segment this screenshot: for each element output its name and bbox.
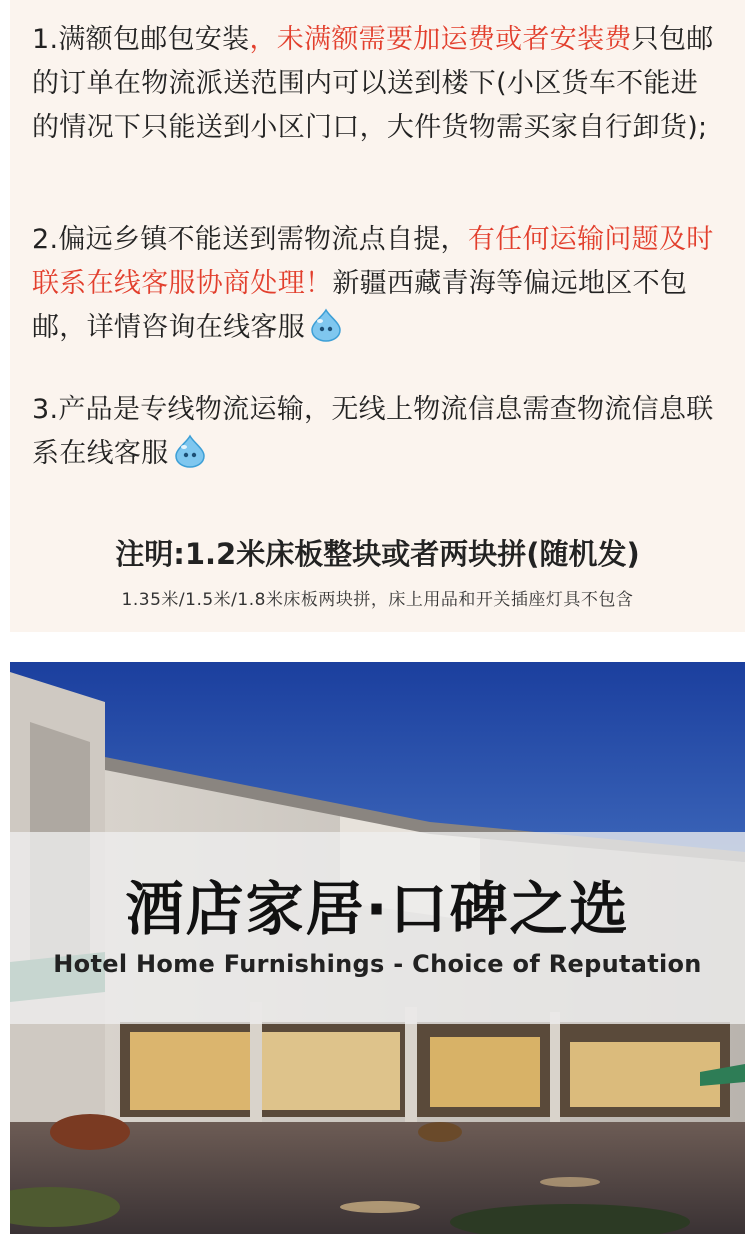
note-title: 注明:1.2米床板整块或者两块拼(随机发) [115, 537, 640, 571]
rule-1-warning: ，未满额需要加运费或者安装费 [249, 24, 632, 55]
rule-2-lead: 2.偏远乡镇不能送到需物流点自提， [32, 224, 468, 255]
rule-2-warning: 有任何运输问题及时联系在线客服协商处理！ [32, 224, 714, 299]
rule-2-detail: 新疆西藏青海等偏远地区不包邮，详情咨询在线客服 [32, 268, 688, 343]
shipping-rule-3 [32, 388, 722, 476]
banner-title-cn: 酒店家居·口碑之选 [125, 875, 630, 943]
shipping-rule-2 [32, 218, 722, 350]
rule-1-lead: 1.满额包邮包安装 [32, 24, 250, 55]
note-subtitle: 1.35米/1.5米/1.8米床板两块拼，床上用品和开关插座灯具不包含 [121, 590, 634, 610]
banner-title-en: Hotel Home Furnishings - Choice of Reputation [53, 950, 702, 978]
rule-3-text: 3.产品是专线物流运输，无线上物流信息需查物流信息联系在线客服 [32, 394, 714, 469]
water-drop-emoji-icon [173, 434, 207, 468]
slogan-banner [10, 832, 745, 1024]
hotel-building-photo [10, 662, 745, 1234]
water-drop-emoji-icon [309, 308, 343, 342]
shipping-rule-1 [32, 18, 722, 150]
rule-1-detail: 只包邮的订单在物流派送范围内可以送到楼下(小区货车不能进的情况下只能送到小区门口，大件货物需买家自行卸货); [32, 24, 714, 143]
